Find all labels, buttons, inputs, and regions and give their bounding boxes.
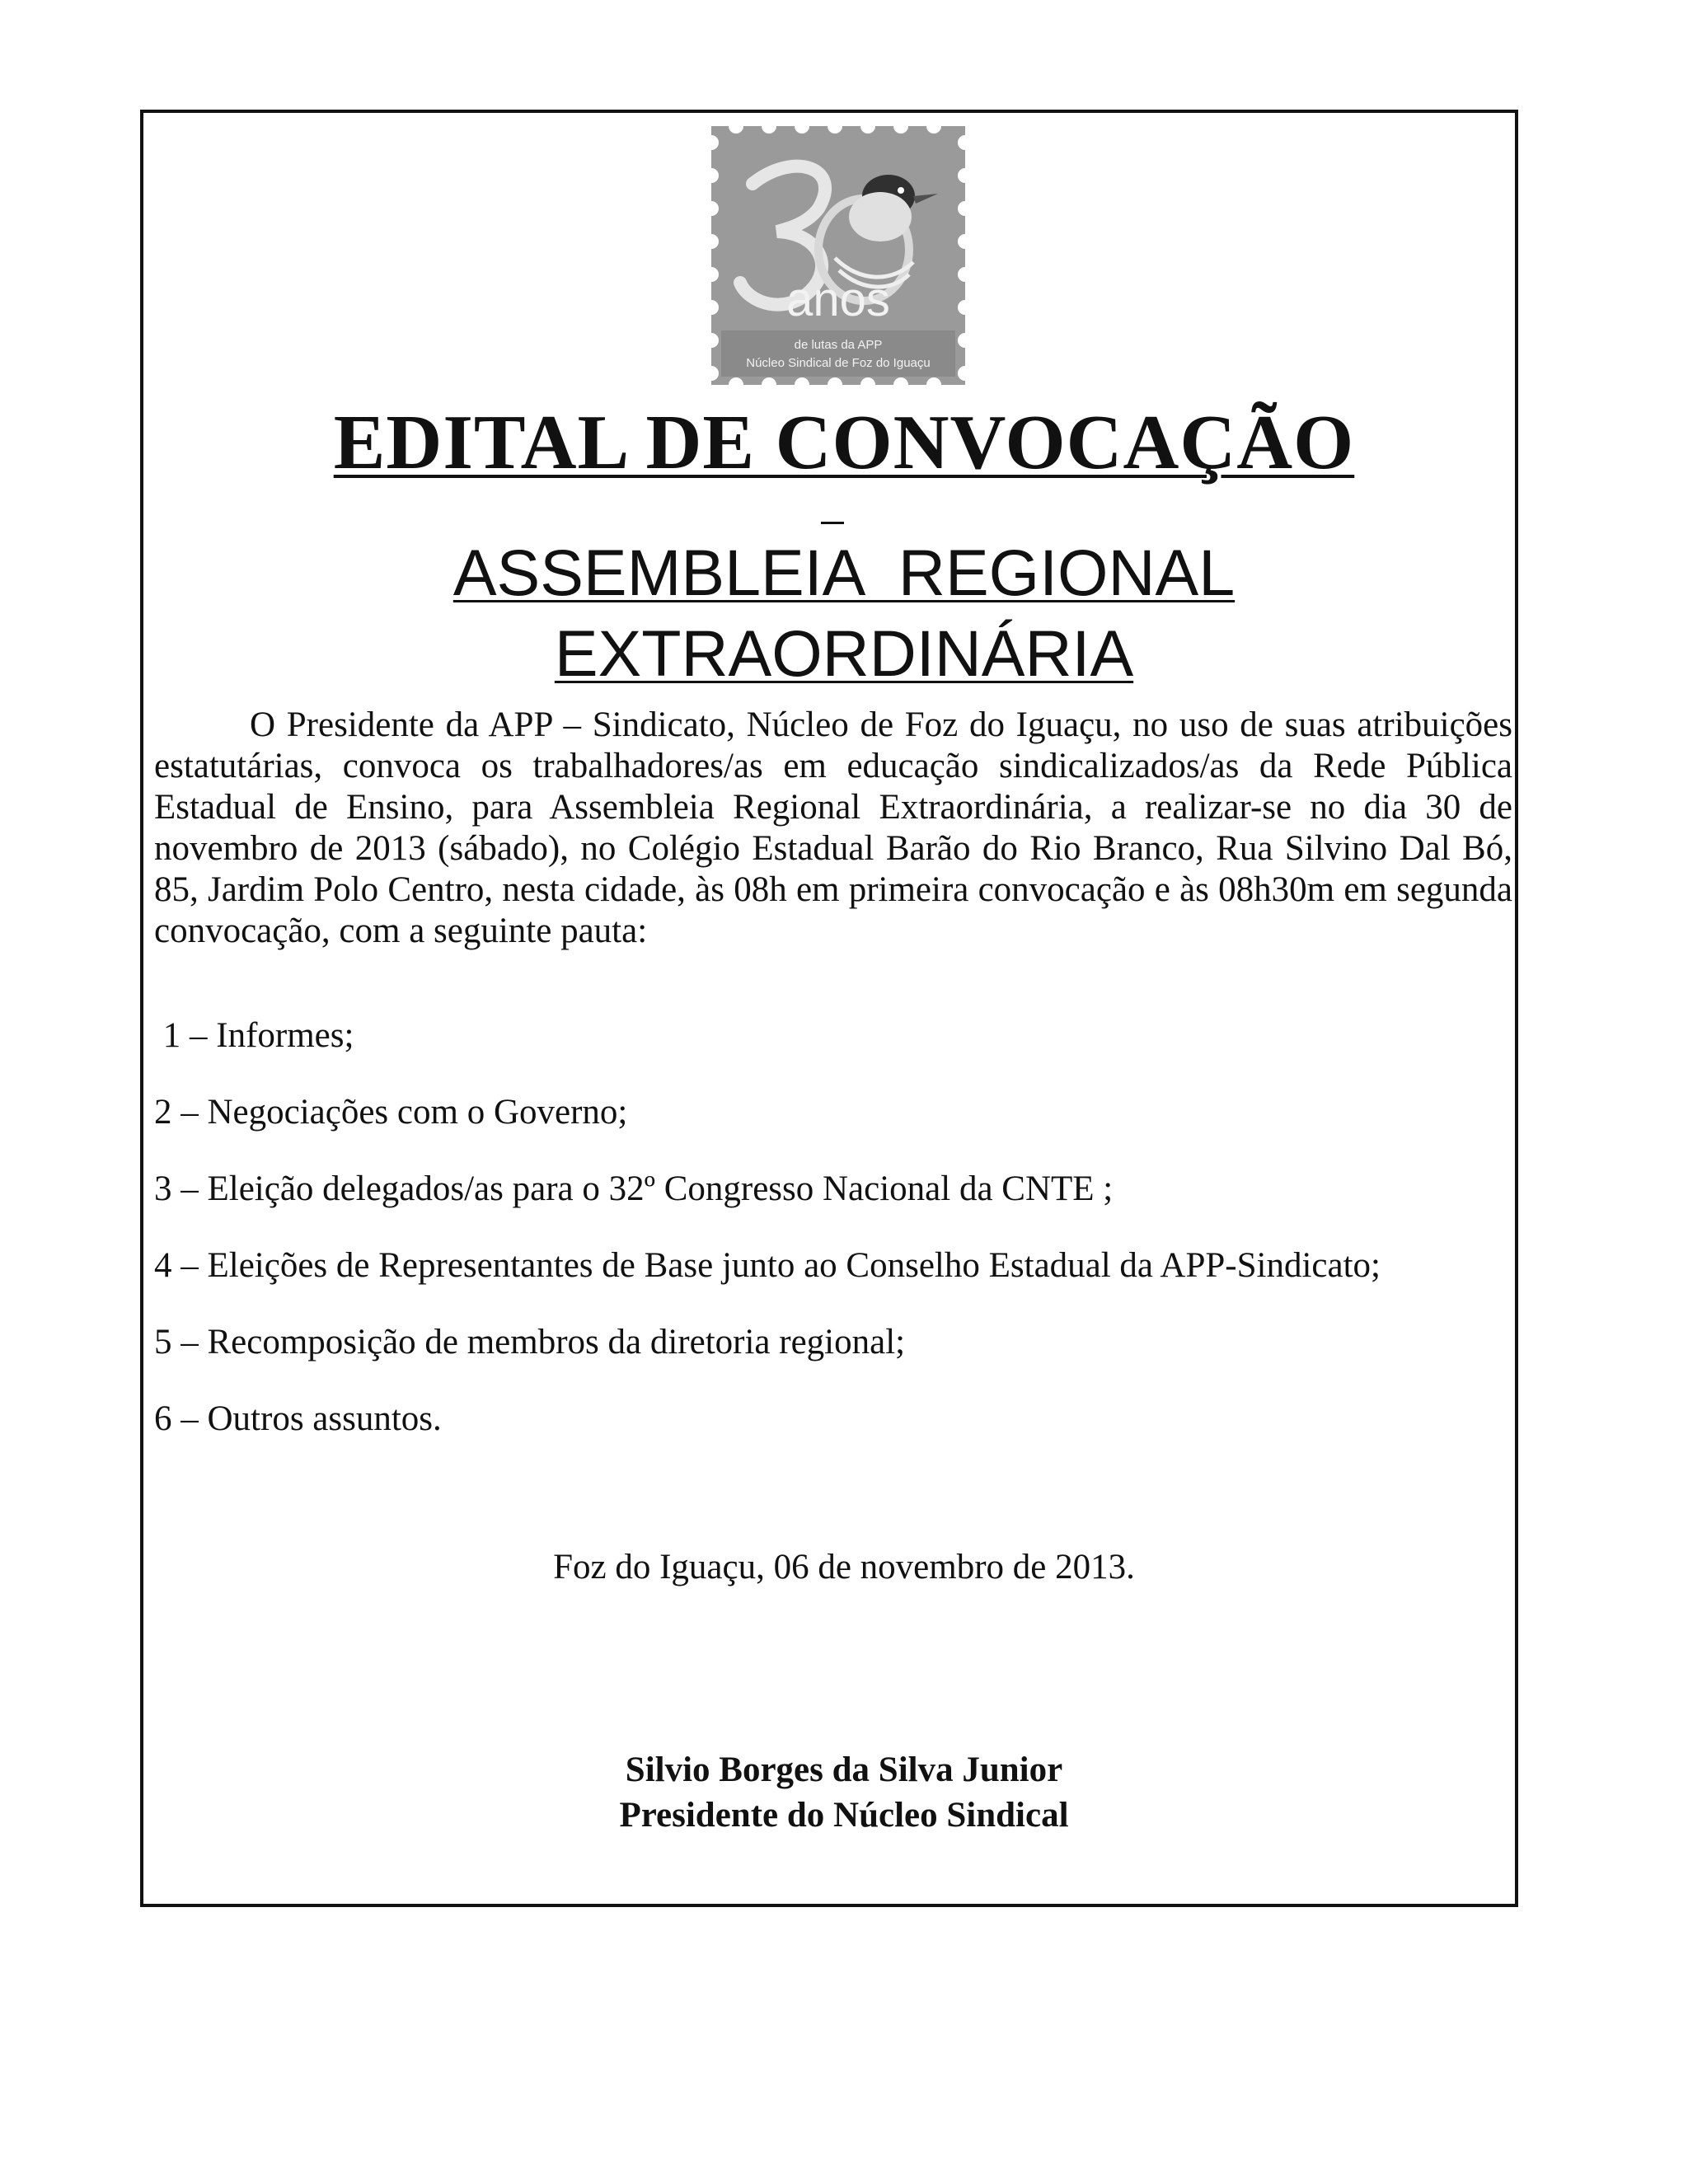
subtitle-line-2-text: EXTRAORDINÁRIA [554,616,1134,690]
logo-line1: de lutas da APP [794,338,883,352]
date-line: Foz do Iguaçu, 06 de novembro de 2013. [553,1548,1135,1586]
subtitle-line-1 [0,536,1688,610]
logo-anos-text: anos [786,273,890,326]
agenda-item: 4 – Eleições de Representantes de Base junto ao Conselho Estadual da APP-Sindicato; [154,1246,1381,1285]
subtitle-line-1-text: ASSEMBLEIA REGIONAL [452,536,1236,609]
document-title [0,397,1688,488]
subtitle-line-2 [0,616,1688,691]
30-anos-logo [703,118,973,393]
agenda-item: 6 – Outros assuntos. [154,1399,442,1438]
logo-line2: Núcleo Sindical de Foz do Iguaçu [746,356,931,370]
agenda-item: 5 – Recomposição de membros da diretoria regional; [154,1323,906,1361]
signer-role: Presidente do Núcleo Sindical [619,1796,1069,1835]
signer-name: Silvio Borges da Silva Junior [625,1750,1063,1789]
agenda-item: 1 – Informes; [154,1016,354,1055]
convocation-paragraph: O Presidente da APP – Sindicato, Núcleo de Foz do Iguaçu, no uso de suas atribuições estatutárias, convoca os trabalhadores/as em educação sindicalizados/as da Rede Pública Estadual de Ensino, para Assembleia Regional Extraordinária, a realizar-se no dia 30 de novembro de 2013 (sábado), no Colégio Estadual Barão do Rio Branco, Rua Silvino Dal Bó, 85, Jardim Polo Centro, nesta cidade, às 08h em primeira convocação e às 08h30m em segunda convocação, com a seguinte pauta: [154,705,1512,950]
agenda-item: 3 – Eleição delegados/as para o 32º Congresso Nacional da CNTE ; [154,1169,1114,1208]
agenda-item: 2 – Negociações com o Governo; [154,1093,628,1132]
document-title-text: EDITAL DE CONVOCAÇÃO [333,400,1355,485]
decorative-dash [821,522,844,524]
